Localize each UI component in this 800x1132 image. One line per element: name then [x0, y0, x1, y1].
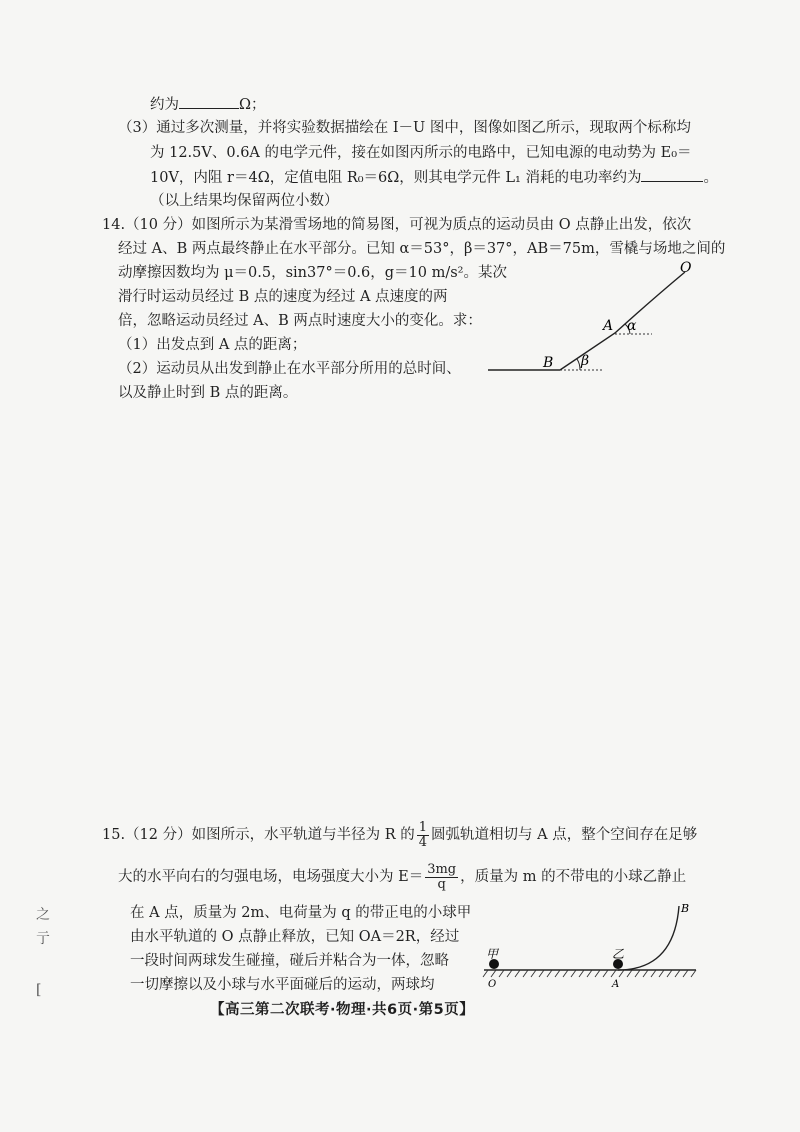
q13-part3-line3	[150, 167, 718, 188]
label-yi: 乙	[612, 947, 625, 961]
q13-line0-prefix: 约为	[150, 97, 179, 113]
q15-line6: 一切摩擦以及小球与水平面碰后的运动，两球均	[130, 977, 435, 993]
label-b: B	[681, 902, 690, 915]
ground-hatching	[483, 970, 696, 977]
q13-part3-line2: 为 12.5V、0.6A 的电学元件，接在如图丙所示的电路中，已知电源的电动势为 E₀＝	[150, 145, 692, 161]
q13-line0-suffix: Ω；	[239, 97, 266, 113]
q13-part3-line1: （3）通过多次测量，并将实验数据描绘在 I－U 图中，图像如图乙所示，现取两个标称均	[118, 120, 691, 136]
q15-line1	[102, 818, 697, 852]
margin-mark: 之	[36, 907, 50, 923]
q14-subq2-cont: 以及静止时到 B 点的距离。	[118, 385, 298, 401]
answer-blank	[179, 94, 239, 109]
track-figure	[478, 898, 703, 990]
label-b: B	[543, 355, 554, 371]
q14-subq1: （1）出发点到 A 点的距离；	[118, 337, 307, 353]
quarter-fraction: $\frac{1}{4}$	[418, 819, 428, 850]
q15-line1-suffix: 圆弧轨道相切与 A 点，整个空间存在足够	[431, 827, 698, 843]
label-o: O	[488, 979, 497, 990]
q15-line4: 由水平轨道的 O 点静止释放，已知 OA＝2R，经过	[130, 929, 460, 945]
q13-line3-prefix: 10V，内阻 r＝4Ω，定值电阻 R₀＝6Ω，则其电学元件 L₁ 消耗的电功率约为	[150, 170, 642, 186]
label-beta: β	[581, 353, 590, 369]
label-o: O	[680, 260, 692, 276]
page-footer: 【高三第二次联考·物理·共6页·第5页】	[210, 1002, 475, 1018]
q15-line1-prefix: 15.（12 分）如图所示，水平轨道与半径为 R 的	[102, 827, 415, 843]
q15-line5: 一段时间两球发生碰撞，碰后并粘合为一体，忽略	[130, 953, 449, 969]
quarter-arc-track	[618, 906, 679, 970]
label-a: A	[612, 979, 620, 990]
q14-line1: 14.（10 分）如图所示为某滑雪场地的简易图，可视为质点的运动员由 O 点静止出发，依次	[102, 217, 692, 233]
q14-line3: 动摩擦因数均为 μ＝0.5，sin37°＝0.6，g＝10 m/s²。某次	[118, 265, 507, 281]
q14-line4: 滑行时运动员经过 B 点的速度为经过 A 点速度的两	[118, 289, 448, 305]
answer-blank	[641, 167, 703, 182]
margin-mark: [	[36, 982, 42, 998]
label-jia: 甲	[486, 947, 499, 961]
q14-subq2: （2）运动员从出发到静止在水平部分所用的总时间、	[118, 361, 461, 377]
q13-note: （以上结果均保留两位小数）	[150, 193, 339, 209]
q13-line3-suffix: 。	[703, 170, 718, 186]
field-fraction: $\frac{3mg}{q}$	[427, 861, 457, 892]
beta-arc	[577, 359, 580, 370]
q15-line2	[118, 860, 686, 894]
q14-line5: 倍，忽略运动员经过 A、B 两点时速度大小的变化。求：	[118, 313, 482, 329]
margin-mark: 亍	[36, 931, 50, 947]
q15-line2-prefix: 大的水平向右的匀强电场，电场强度大小为 E＝	[118, 869, 424, 885]
q15-line2-suffix: ，质量为 m 的不带电的小球乙静止	[460, 869, 687, 885]
label-a: A	[603, 318, 614, 334]
q13-answer-line-0	[150, 94, 266, 115]
ski-slope-figure	[480, 258, 720, 383]
label-alpha: α	[627, 318, 637, 334]
q14-line2: 经过 A、B 两点最终静止在水平部分。已知 α＝53°，β＝37°，AB＝75m，雪橇与场地之间的	[118, 241, 726, 257]
q15-line3: 在 A 点，质量为 2m、电荷量为 q 的带正电的小球甲	[130, 905, 472, 921]
